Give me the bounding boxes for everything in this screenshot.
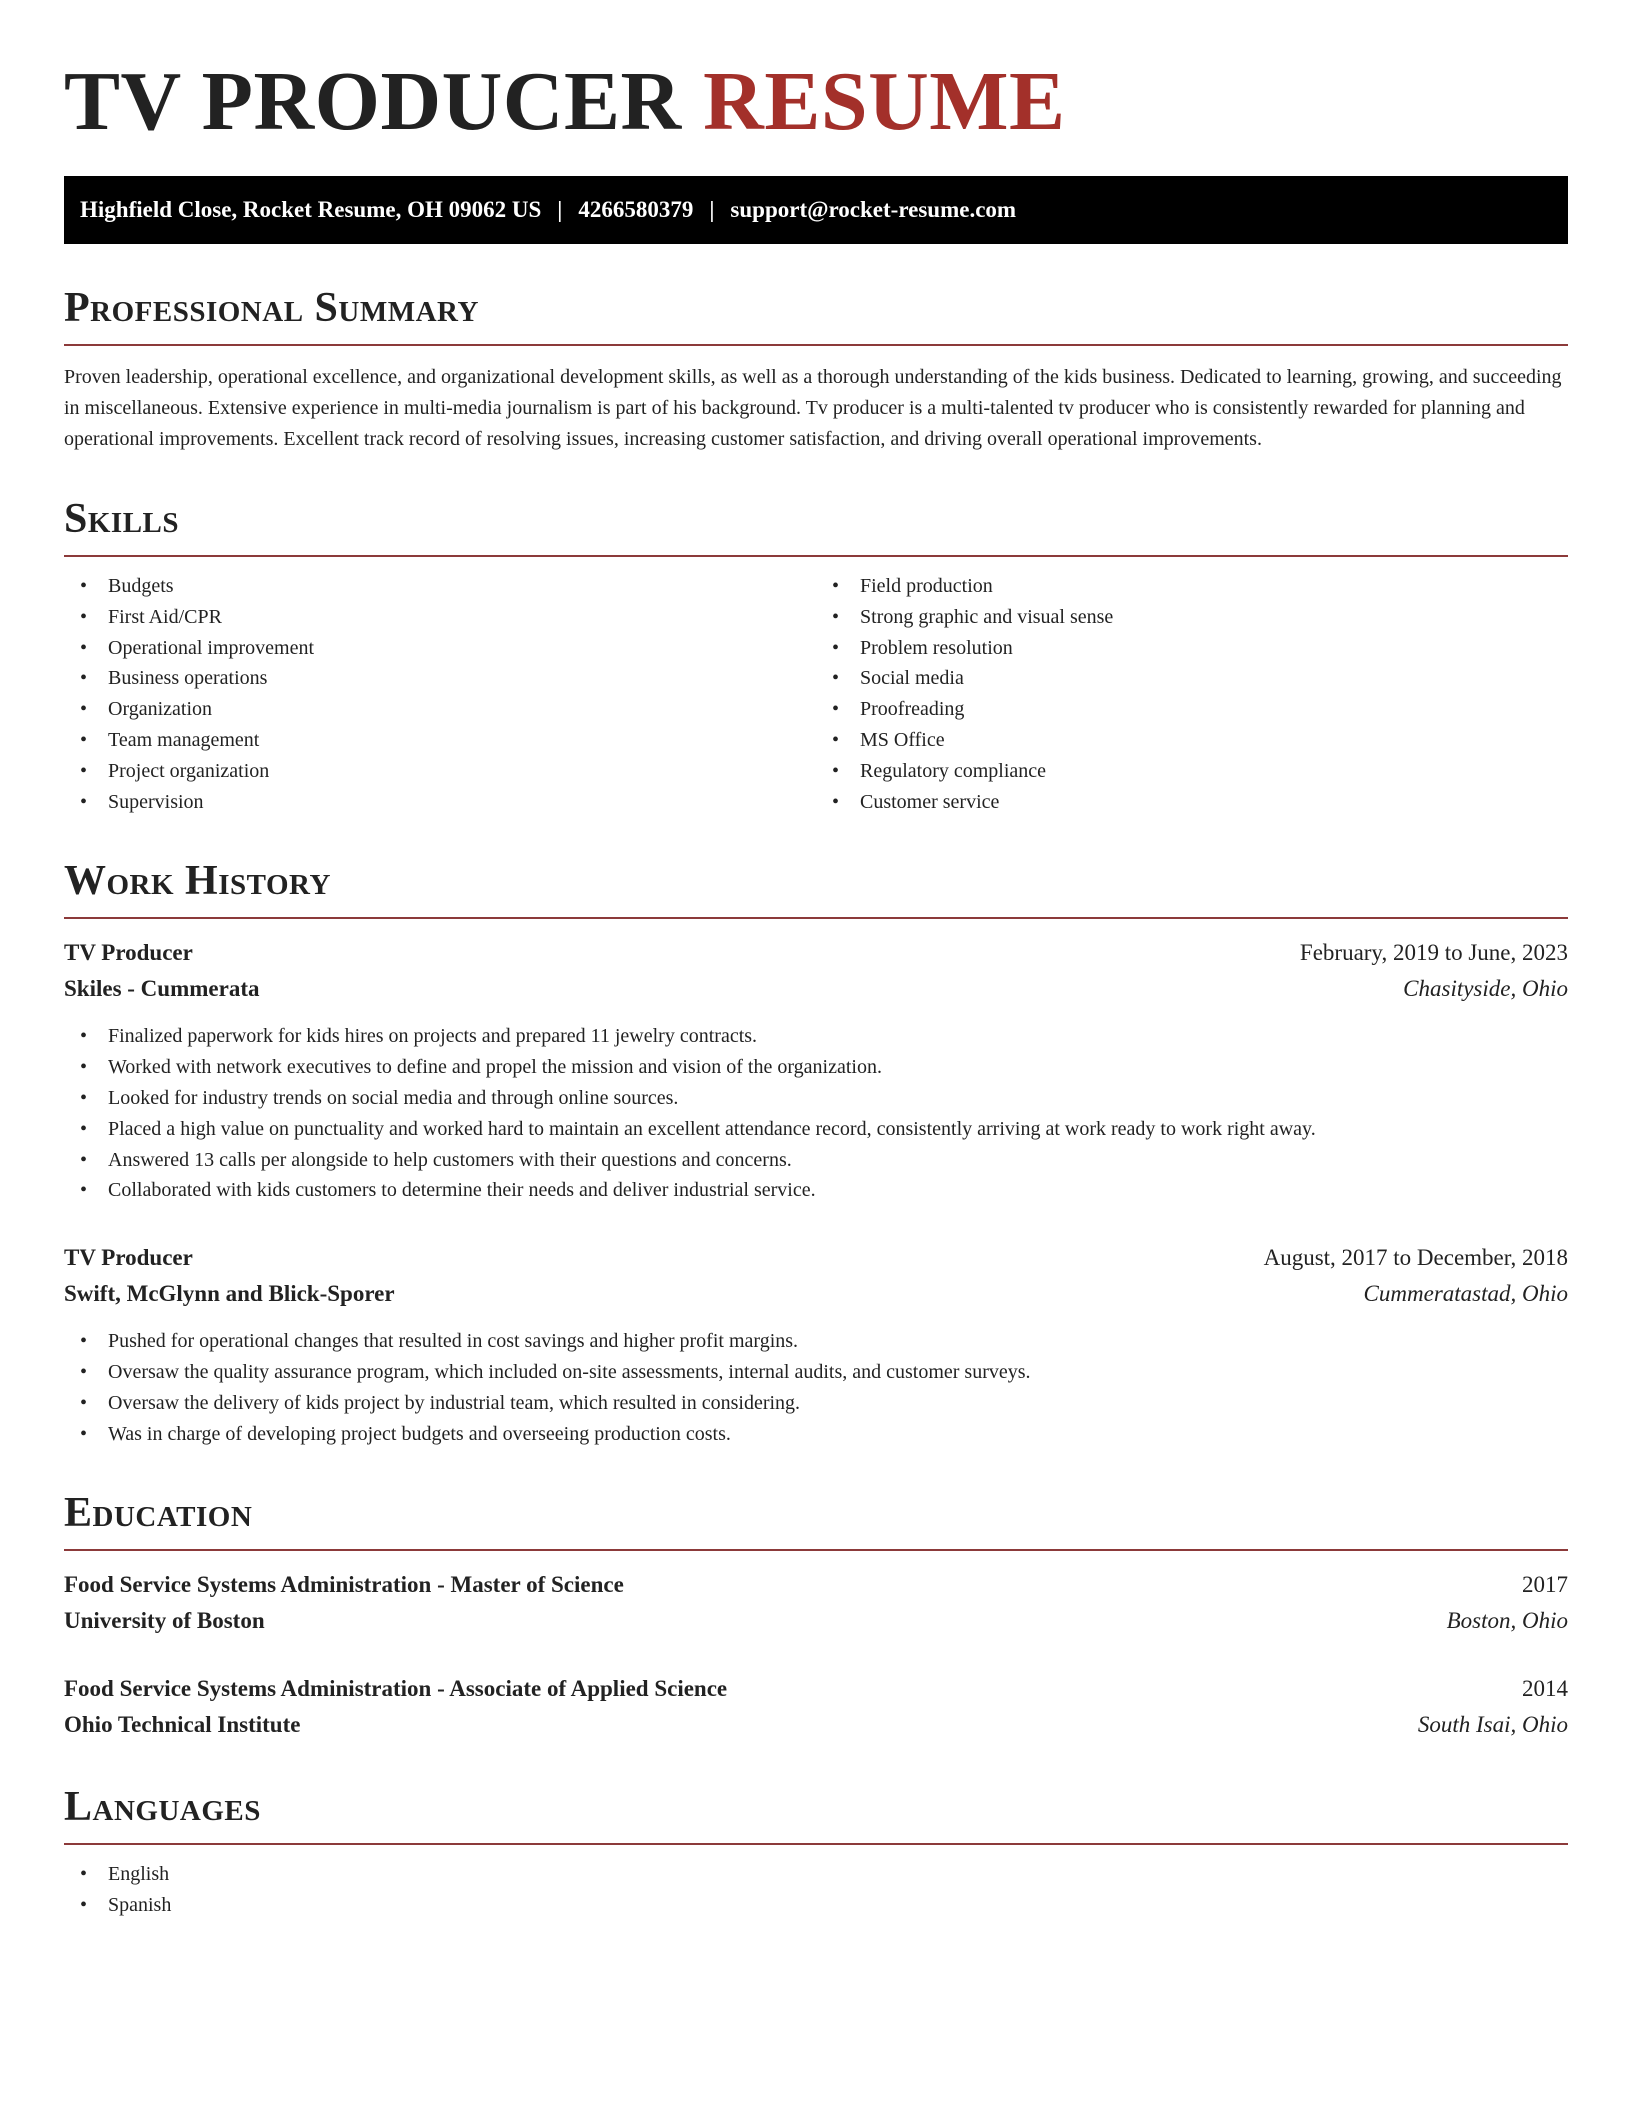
- summary-section: [64, 284, 1568, 455]
- education-degree-row: [64, 1671, 1568, 1707]
- skill-item: • Field production: [816, 571, 1568, 602]
- job-dates: February, 2019 to June, 2023: [1299, 940, 1568, 966]
- education-school-row: [64, 1707, 1568, 1743]
- job-duty: • Placed a high value on punctuality and worked hard to maintain an excellent attendance record, consistently arriving at work ready to work right away.: [64, 1114, 1568, 1145]
- skill-item: • Supervision: [64, 787, 816, 818]
- skill-item: • Team management: [64, 725, 816, 756]
- contact-bar: [64, 176, 1568, 244]
- summary-heading: Professional Summary: [64, 284, 1568, 346]
- job-title: TV Producer: [64, 1245, 193, 1271]
- skill-item: • Project organization: [64, 756, 816, 787]
- skill-item: • Budgets: [64, 571, 816, 602]
- skill-item: • Organization: [64, 694, 816, 725]
- language-item: • Spanish: [64, 1890, 1568, 1921]
- job-duties: [64, 1021, 1568, 1206]
- education-school: Ohio Technical Institute: [64, 1712, 301, 1738]
- languages-list: [64, 1859, 1568, 1921]
- job-duty: • Oversaw the quality assurance program, which included on-site assessments, internal audits, and customer surveys.: [64, 1357, 1568, 1388]
- skill-item: • Proofreading: [816, 694, 1568, 725]
- skill-item: • Social media: [816, 663, 1568, 694]
- job-duty: • Pushed for operational changes that resulted in cost savings and higher profit margins.: [64, 1326, 1568, 1357]
- work-history-section: [64, 857, 1568, 1449]
- education-degree-row: [64, 1567, 1568, 1603]
- education-year: 2017: [1522, 1572, 1568, 1598]
- languages-heading: Languages: [64, 1783, 1568, 1845]
- education-location: Boston, Ohio: [1446, 1608, 1568, 1634]
- title-accent: RESUME: [703, 55, 1066, 148]
- resume-title: [64, 52, 1568, 152]
- title-main: TV PRODUCER: [64, 55, 682, 148]
- skills-list-right: [816, 571, 1568, 817]
- job-company-row: [64, 971, 1568, 1007]
- job-entry: [64, 1240, 1568, 1449]
- education-school-row: [64, 1603, 1568, 1639]
- education-location: South Isai, Ohio: [1417, 1712, 1568, 1738]
- job-duty: • Collaborated with kids customers to determine their needs and deliver industrial service.: [64, 1175, 1568, 1206]
- job-title: TV Producer: [64, 940, 193, 966]
- job-company: Skiles - Cummerata: [64, 976, 260, 1002]
- skill-item: • Operational improvement: [64, 633, 816, 664]
- education-section: [64, 1489, 1568, 1743]
- languages-section: [64, 1783, 1568, 1921]
- language-item: • English: [64, 1859, 1568, 1890]
- skills-columns: [64, 557, 1568, 817]
- job-duty: • Answered 13 calls per alongside to help customers with their questions and concerns.: [64, 1145, 1568, 1176]
- job-company-row: [64, 1276, 1568, 1312]
- skill-item: • Customer service: [816, 787, 1568, 818]
- skills-heading: Skills: [64, 495, 1568, 557]
- summary-text: Proven leadership, operational excellence, and organizational development skills, as well as a thorough understanding of the kids business. Dedicated to learning, growing, and succeeding in miscellaneous. Extensive experience in multi-media journalism is part of his background. Tv producer is a multi-talented tv producer who is consistently rewarded for planning and operational improvements. Excellent track record of resolving issues, increasing customer satisfaction, and driving overall operational improvements.: [64, 366, 1562, 450]
- job-duty: • Oversaw the delivery of kids project by industrial team, which resulted in considering.: [64, 1388, 1568, 1419]
- job-duty: • Worked with network executives to define and propel the mission and vision of the organization.: [64, 1052, 1568, 1083]
- job-title-row: [64, 1240, 1568, 1276]
- job-dates: August, 2017 to December, 2018: [1263, 1245, 1568, 1271]
- education-degree: Food Service Systems Administration - Associate of Applied Science: [64, 1676, 728, 1702]
- job-entry: [64, 935, 1568, 1206]
- skill-item: • MS Office: [816, 725, 1568, 756]
- contact-separator: |: [709, 197, 715, 222]
- education-year: 2014: [1522, 1676, 1568, 1702]
- skill-item: • Strong graphic and visual sense: [816, 602, 1568, 633]
- skills-section: [64, 495, 1568, 817]
- skills-list-left: [64, 571, 816, 817]
- job-duty: • Finalized paperwork for kids hires on projects and prepared 11 jewelry contracts.: [64, 1021, 1568, 1052]
- job-company: Swift, McGlynn and Blick-Sporer: [64, 1281, 395, 1307]
- work-history-heading: Work History: [64, 857, 1568, 919]
- contact-address: Highfield Close, Rocket Resume, OH 09062 US: [80, 197, 542, 222]
- education-heading: Education: [64, 1489, 1568, 1551]
- education-school: University of Boston: [64, 1608, 265, 1634]
- contact-phone: 4266580379: [578, 197, 694, 222]
- job-duties: [64, 1326, 1568, 1449]
- skill-item: • Regulatory compliance: [816, 756, 1568, 787]
- job-location: Chasityside, Ohio: [1403, 976, 1568, 1002]
- contact-separator: |: [557, 197, 563, 222]
- contact-email: support@rocket-resume.com: [730, 197, 1017, 222]
- skill-item: • Problem resolution: [816, 633, 1568, 664]
- skill-item: • Business operations: [64, 663, 816, 694]
- job-duty: • Looked for industry trends on social media and through online sources.: [64, 1083, 1568, 1114]
- job-duty: • Was in charge of developing project budgets and overseeing production costs.: [64, 1419, 1568, 1450]
- job-title-row: [64, 935, 1568, 971]
- education-entry: [64, 1567, 1568, 1639]
- education-degree: Food Service Systems Administration - Master of Science: [64, 1572, 624, 1598]
- job-location: Cummeratastad, Ohio: [1363, 1281, 1568, 1307]
- skill-item: • First Aid/CPR: [64, 602, 816, 633]
- education-entry: [64, 1671, 1568, 1743]
